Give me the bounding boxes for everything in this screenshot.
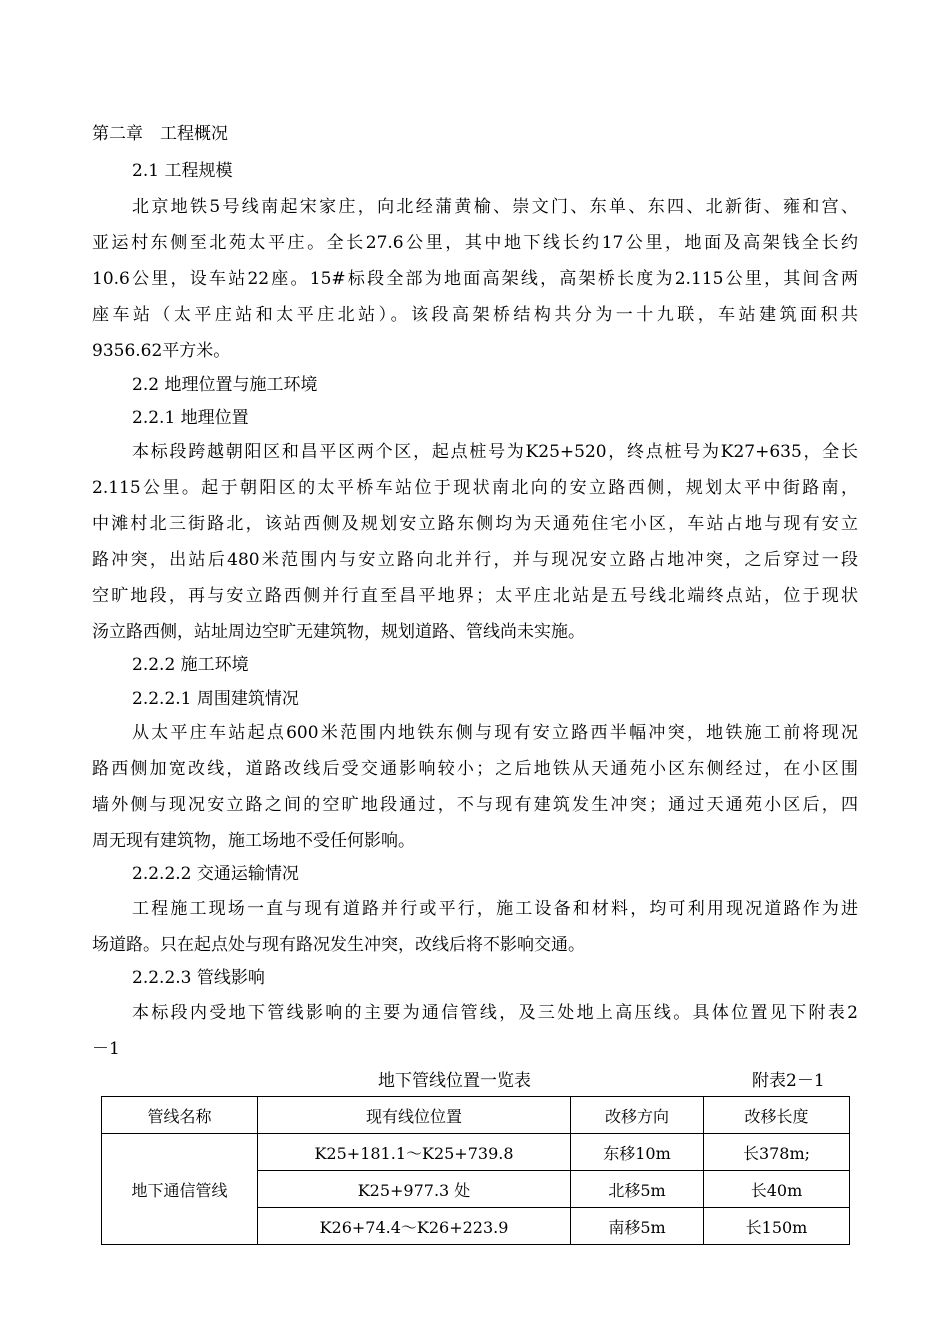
table-ref: 附表2－1 bbox=[752, 1071, 825, 1091]
s2221-line-4: 周无现有建筑物，施工场地不受任何影响。 bbox=[92, 831, 415, 851]
direction-cell: 东移10m bbox=[571, 1134, 704, 1171]
s21-line-3: 10.6公里，设车站22座。15#标段全部为地面高架线，高架桥长度为2.115公里，其间含两 bbox=[92, 269, 858, 289]
header-current-position: 现有线位位置 bbox=[258, 1097, 571, 1134]
section-2-2-2-heading: 2.2.2 施工环境 bbox=[132, 655, 249, 675]
pipeline-name-cell: 地下通信管线 bbox=[102, 1134, 258, 1245]
s2221-line-1: 从太平庄车站起点600米范围内地铁东侧与现有安立路西半幅冲突，地铁施工前将现况 bbox=[132, 723, 858, 743]
direction-cell: 北移5m bbox=[571, 1171, 704, 1208]
table-row bbox=[102, 1134, 850, 1171]
section-2-2-2-2-heading: 2.2.2.2 交通运输情况 bbox=[132, 864, 299, 884]
s2223-line-1: 本标段内受地下管线影响的主要为通信管线，及三处地上高压线。具体位置见下附表2 bbox=[132, 1003, 858, 1023]
chapter-title: 第二章 工程概况 bbox=[92, 124, 228, 144]
s21-line-5: 9356.62平方米。 bbox=[92, 341, 231, 361]
s21-line-1: 北京地铁5号线南起宋家庄，向北经蒲黄榆、崇文门、东单、东四、北新街、雍和宫、 bbox=[132, 197, 858, 217]
s2222-line-2: 场道路。只在起点处与现有路况发生冲突，改线后将不影响交通。 bbox=[92, 935, 585, 955]
section-2-2-2-1-heading: 2.2.2.1 周围建筑情况 bbox=[132, 689, 299, 709]
s21-line-2: 亚运村东侧至北苑太平庄。全长27.6公里，其中地下线长约17公里，地面及高架钱全长约 bbox=[92, 233, 858, 253]
s221-line-6: 汤立路西侧，站址周边空旷无建筑物，规划道路、管线尚未实施。 bbox=[92, 622, 585, 642]
position-cell: K25+977.3 处 bbox=[258, 1171, 571, 1208]
length-cell: 长150m bbox=[704, 1208, 850, 1245]
s2221-line-2: 路西侧加宽改线，道路改线后受交通影响较小；之后地铁从天通苑小区东侧经过，在小区围 bbox=[92, 759, 858, 779]
s2223-line-2: －1 bbox=[92, 1039, 120, 1059]
length-cell: 长378m; bbox=[704, 1134, 850, 1171]
s221-line-3: 中滩村北三街路北，该站西侧及规划安立路东侧均为天通苑住宅小区，车站占地与现有安立 bbox=[92, 514, 858, 534]
pipeline-table bbox=[101, 1096, 850, 1245]
s221-line-5: 空旷地段，再与安立路西侧并行直至昌平地界；太平庄北站是五号线北端终点站，位于现状 bbox=[92, 586, 858, 606]
section-2-2-1-heading: 2.2.1 地理位置 bbox=[132, 408, 249, 428]
header-relocation-direction: 改移方向 bbox=[571, 1097, 704, 1134]
section-2-2-heading: 2.2 地理位置与施工环境 bbox=[132, 375, 318, 395]
s21-line-4: 座车站（太平庄站和太平庄北站）。该段高架桥结构共分为一十九联，车站建筑面积共 bbox=[92, 305, 858, 325]
s2222-line-1: 工程施工现场一直与现有道路并行或平行，施工设备和材料，均可利用现况道路作为进 bbox=[132, 899, 858, 919]
header-pipeline-name: 管线名称 bbox=[102, 1097, 258, 1134]
table-header-row bbox=[102, 1097, 850, 1134]
section-2-1-heading: 2.1 工程规模 bbox=[132, 161, 233, 181]
s221-line-4: 路冲突，出站后480米范围内与安立路向北并行，并与现况安立路占地冲突，之后穿过一段 bbox=[92, 550, 858, 570]
position-cell: K26+74.4～K26+223.9 bbox=[258, 1208, 571, 1245]
length-cell: 长40m bbox=[704, 1171, 850, 1208]
s221-line-2: 2.115公里。起于朝阳区的太平桥车站位于现状南北向的安立路西侧，规划太平中街路南， bbox=[92, 478, 858, 498]
section-2-2-2-3-heading: 2.2.2.3 管线影响 bbox=[132, 968, 265, 988]
s2221-line-3: 墙外侧与现况安立路之间的空旷地段通过，不与现有建筑发生冲突；通过天通苑小区后，四 bbox=[92, 795, 858, 815]
header-relocation-length: 改移长度 bbox=[704, 1097, 850, 1134]
s221-line-1: 本标段跨越朝阳区和昌平区两个区，起点桩号为K25+520，终点桩号为K27+635，全长 bbox=[132, 442, 858, 462]
table-title: 地下管线位置一览表 bbox=[378, 1071, 531, 1091]
direction-cell: 南移5m bbox=[571, 1208, 704, 1245]
position-cell: K25+181.1～K25+739.8 bbox=[258, 1134, 571, 1171]
